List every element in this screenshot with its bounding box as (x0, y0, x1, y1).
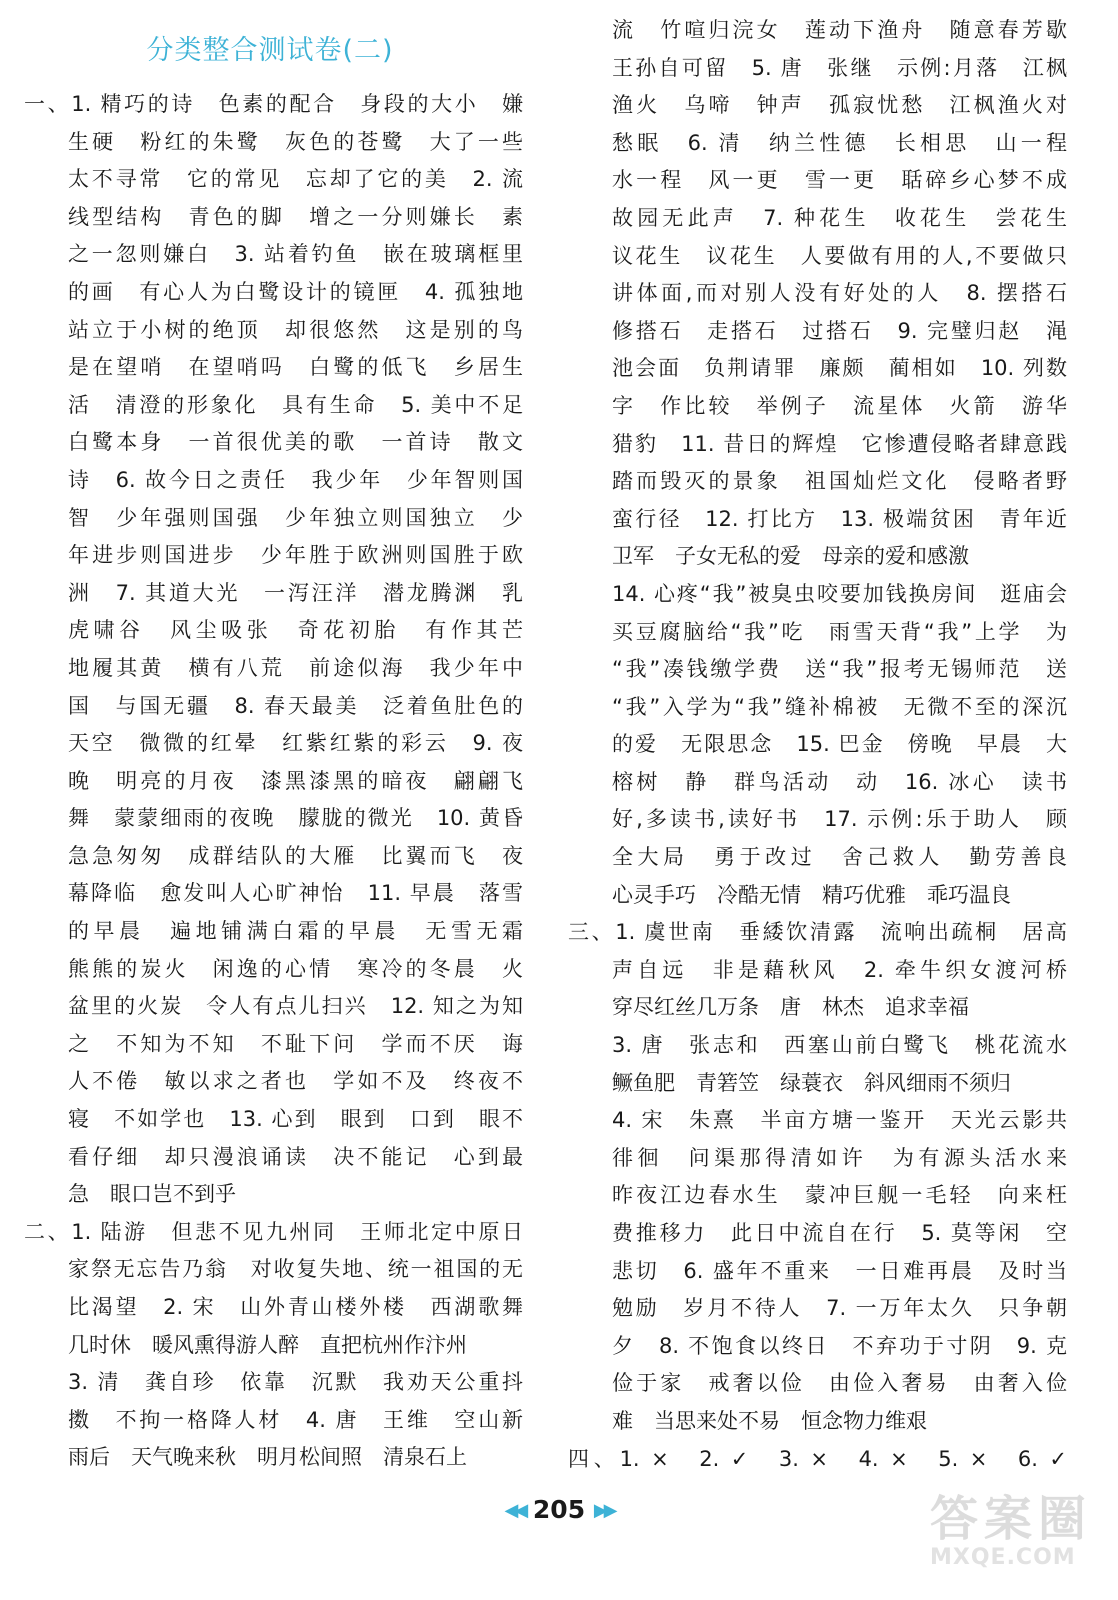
answer-line: 擞 不拘一格降人材 4. 唐 王维 空山新 (68, 1407, 523, 1432)
answer-line: 声自远 非是藉秋风 2. 牵牛织女渡河桥 (612, 957, 1067, 982)
answer-line: 榕树 静 群鸟活动 动 16. 冰心 读书 (612, 769, 1067, 794)
answer-line: 3. 唐 张志和 西塞山前白鹭飞 桃花流水 (612, 1033, 1067, 1058)
answer-line: 的画 有心人为白鹭设计的镜匣 4. 孤独地 (68, 279, 523, 304)
answer-line: 故园无此声 7. 种花生 收花生 尝花生 (612, 205, 1067, 230)
answer-line: 幕降临 愈发叫人心旷神怡 11. 早晨 落雪 (68, 881, 523, 906)
answer-line: 踏而毁灭的景象 祖国灿烂文化 侵略者野 (612, 469, 1067, 494)
answer-line: 一、1. 精巧的诗 色素的配合 身段的大小 嫌 (24, 92, 523, 116)
answer-line: 国 与国无疆 8. 春天最美 泛着鱼肚色的 (68, 693, 523, 718)
answer-line: 天空 微微的红晕 红紫红紫的彩云 9. 夜 (68, 731, 523, 756)
answer-line: 14. 心疼“我”被臭虫咬要加钱换房间 逛庙会 (612, 581, 1067, 606)
answer-line: 晚 明亮的月夜 漆黑漆黑的暗夜 翩翩飞 (68, 768, 523, 793)
answer-line: 活 清澄的形象化 具有生命 5. 美中不足 (68, 392, 523, 417)
answer-line: 雨后 天气晚来秋 明月松间照 清泉石上 (68, 1445, 467, 1470)
answer-line: 勉励 岁月不待人 7. 一万年太久 只争朝 (612, 1296, 1067, 1321)
answer-column-left (24, 86, 523, 1477)
watermark-url: MXQE.COM (929, 1545, 1076, 1570)
answer-line: 四、1. × 2. ✓ 3. × 4. × 5. × 6. ✓ (568, 1446, 1067, 1471)
answer-line: 费推移力 此日中流自在行 5. 莫等闲 空 (612, 1221, 1067, 1245)
answer-line: 王孙自可留 5. 唐 张继 示例:月落 江枫 (612, 55, 1067, 80)
answer-line: 虎啸谷 风尘吸张 奇花初胎 有作其芒 (68, 618, 523, 643)
answer-line: 流 竹喧归浣女 莲动下渔舟 随意春芳歇 (612, 18, 1067, 42)
answer-line: 猎豹 11. 昔日的辉煌 它惨遭侵略者肆意践 (612, 431, 1067, 456)
answer-line: 的早晨 遍地铺满白霜的早晨 无雪无霜 (68, 919, 523, 944)
answer-line: 三、1. 虞世南 垂緌饮清露 流响出疏桐 居高 (568, 920, 1067, 945)
answer-line: 3. 清 龚自珍 依靠 沉默 我劝天公重抖 (68, 1370, 523, 1395)
answer-line: 太不寻常 它的常见 忘却了它的美 2. 流 (68, 167, 523, 192)
answer-line: 站立于小树的绝顶 却很悠然 这是别的鸟 (68, 317, 523, 342)
answer-line: 俭于家 戒奢以俭 由俭入奢易 由奢入俭 (612, 1371, 1067, 1396)
watermark-logo: 答案圈 (929, 1491, 1092, 1547)
answer-line: 夕 8. 不饱食以终日 不弃功于寸阴 9. 克 (612, 1333, 1067, 1358)
answer-line: 寝 不如学也 13. 心到 眼到 口到 眼不 (68, 1107, 523, 1132)
answer-line: 的爱 无限思念 15. 巴金 傍晚 早晨 大 (612, 732, 1067, 757)
answer-line: “我”凑钱缴学费 送“我”报考无锡师范 送 (612, 657, 1067, 682)
answer-column-right (568, 12, 1067, 1478)
answer-line: 是在望哨 在望哨吗 白鹭的低飞 乡居生 (68, 355, 523, 380)
answer-line: 线型结构 青色的脚 增之一分则嫌长 素 (68, 204, 523, 229)
answer-line: 池会面 负荆请罪 廉颇 蔺相如 10. 列数 (612, 356, 1067, 381)
answer-line: 诗 6. 故今日之责任 我少年 少年智则国 (68, 467, 523, 492)
answer-line: 心灵手巧 冷酷无情 精巧优雅 乖巧温良 (612, 882, 1011, 907)
answer-line: 全大局 勇于改过 舍己救人 勤劳善良 (612, 845, 1067, 870)
answer-line: 鳜鱼肥 青箬笠 绿蓑衣 斜风细雨不须归 (612, 1070, 1011, 1095)
answer-line: 熊熊的炭火 闲逸的心情 寒冷的冬晨 火 (68, 956, 523, 981)
answer-line: 难 当思来处不易 恒念物力维艰 (612, 1408, 927, 1433)
prev-page-arrow-icon: ◀◀ (504, 1500, 525, 1521)
answer-line: 白鹭本身 一首很优美的歌 一首诗 散文 (68, 430, 523, 455)
page-number: 205 (532, 1495, 586, 1524)
answer-line: 买豆腐脑给“我”吃 雨雪天背“我”上学 为 (612, 619, 1067, 644)
answer-line: 洲 7. 其道大光 一泻汪洋 潜龙腾渊 乳 (68, 580, 523, 605)
answer-line: “我”入学为“我”缝补棉被 无微不至的深沉 (612, 694, 1067, 719)
answer-line: 渔火 乌啼 钟声 孤寂忧愁 江枫渔火对 (612, 93, 1067, 118)
answer-line: 二、1. 陆游 但悲不见九州同 王师北定中原日 (24, 1219, 523, 1244)
answer-line: 4. 宋 朱熹 半亩方塘一鉴开 天光云影共 (612, 1108, 1067, 1133)
answer-line: 卫军 子女无私的爱 母亲的爱和感激 (612, 544, 969, 569)
answer-line: 愁眠 6. 清 纳兰性德 长相思 山一程 (612, 130, 1067, 155)
answer-line: 舞 蒙蒙细雨的夜晚 朦胧的微光 10. 黄昏 (68, 806, 523, 831)
answer-line: 之一忽则嫌白 3. 站着钓鱼 嵌在玻璃框里 (68, 242, 523, 267)
answer-line: 昨夜江边春水生 蒙冲巨舰一毛轻 向来枉 (612, 1183, 1067, 1208)
page-title: 分类整合测试卷(二) (146, 35, 394, 66)
answer-line: 智 少年强则国强 少年独立则国独立 少 (68, 505, 523, 530)
answer-line: 人不倦 敏以求之者也 学如不及 终夜不 (68, 1069, 523, 1094)
watermark (930, 1493, 1092, 1570)
answer-line: 议花生 议花生 人要做有用的人,不要做只 (612, 243, 1067, 268)
answer-line: 几时休 暖风熏得游人醉 直把杭州作汴州 (68, 1332, 467, 1357)
answer-line: 之 不知为不知 不耻下问 学而不厌 诲 (68, 1031, 523, 1056)
answer-line: 盆里的火炭 令人有点儿扫兴 12. 知之为知 (68, 994, 523, 1019)
answer-line: 水一程 风一更 雪一更 聒碎乡心梦不成 (612, 168, 1067, 193)
answer-line: 比渴望 2. 宋 山外青山楼外楼 西湖歌舞 (68, 1295, 523, 1319)
answer-line: 讲体面,而对别人没有好处的人 8. 摆搭石 (612, 281, 1067, 306)
next-page-arrow-icon: ▶▶ (593, 1500, 614, 1521)
answer-line: 生硬 粉红的朱鹭 灰色的苍鹭 大了一些 (68, 129, 523, 154)
answer-line: 悲切 6. 盛年不重来 一日难再晨 及时当 (612, 1258, 1067, 1283)
answer-line: 徘徊 问渠那得清如许 为有源头活水来 (612, 1145, 1067, 1170)
answer-line: 急急匆匆 成群结队的大雁 比翼而飞 夜 (68, 843, 523, 868)
answer-line: 地履其黄 横有八荒 前途似海 我少年中 (68, 655, 523, 680)
answer-line: 蛮行径 12. 打比方 13. 极端贫困 青年近 (612, 506, 1067, 531)
answer-line: 家祭无忘告乃翁 对收复失地、统一祖国的无 (68, 1257, 523, 1282)
answer-line: 字 作比较 举例子 流星体 火箭 游华 (612, 393, 1067, 418)
answer-line: 急 眼口岂不到乎 (68, 1182, 236, 1207)
answer-line: 看仔细 却只漫浪诵读 决不能记 心到最 (68, 1144, 523, 1169)
answer-line: 修搭石 走搭石 过搭石 9. 完璧归赵 渑 (612, 318, 1067, 343)
answer-line: 穿尽红丝几万条 唐 林杰 追求幸福 (612, 995, 969, 1020)
answer-line: 好,多读书,读好书 17. 示例:乐于助人 顾 (612, 807, 1067, 832)
answer-line: 年进步则国进步 少年胜于欧洲则国胜于欧 (68, 543, 523, 568)
